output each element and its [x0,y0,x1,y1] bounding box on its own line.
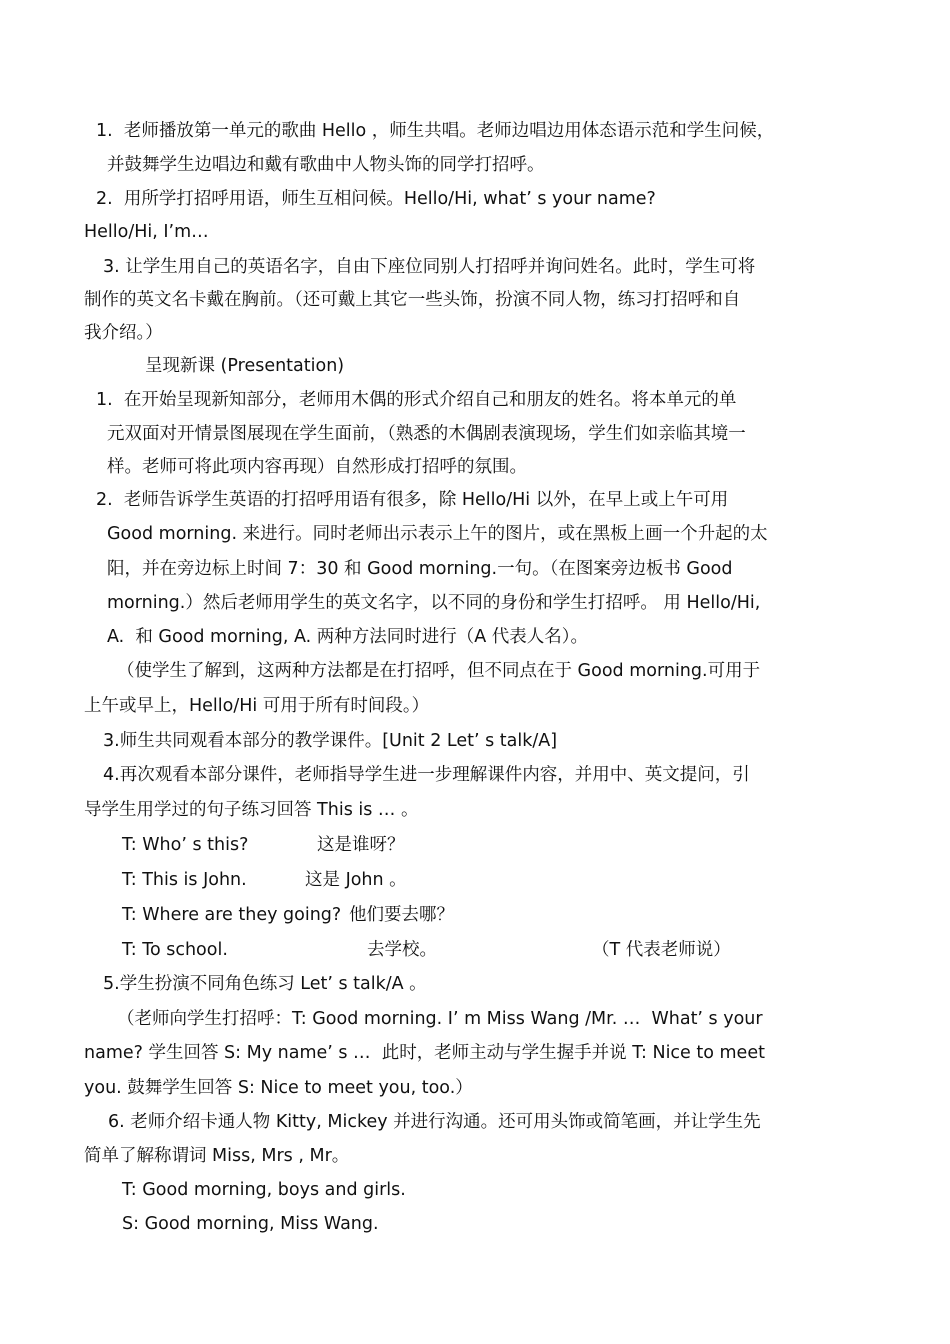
warmup-step-3-line-2: 制作的英文名卡戴在胸前。（还可戴上其它一些头饰，扮演不同人物，练习打招呼和自 [84,290,741,310]
presentation-step-2-line-2: Good morning. 来进行。同时老师出示表示上午的图片，或在黑板上画一个升起的太 [107,524,768,544]
dialogue-3-english: T: Where are they going? [122,905,342,925]
presentation-step-1-line-1: 1. 在开始呈现新知部分，老师用木偶的形式介绍自己和朋友的姓名。将本单元的单 [96,390,737,410]
presentation-step-1-line-3: 样。老师可将此项内容再现）自然形成打招呼的氛围。 [107,457,527,477]
greeting-students: S: Good morning, Miss Wang. [122,1214,379,1234]
dialogue-2-chinese: 这是 John 。 [305,870,407,890]
warmup-step-2-line-2: Hello/Hi, I’m… [84,222,209,242]
presentation-step-4-line-2: 导学生用学过的句子练习回答 This is … 。 [84,800,419,820]
presentation-step-2-line-4: morning.）然后老师用学生的英文名字，以不同的身份和学生打招呼。 用 Hello/Hi, [107,593,761,613]
presentation-step-2-line-1: 2. 老师告诉学生英语的打招呼用语有很多，除 Hello/Hi 以外，在早上或上午可用 [96,490,729,510]
step-5-note-line-1: （老师向学生打招呼：T: Good morning. I’ m Miss Wang /Mr. … What’ s your [117,1009,763,1029]
dialogue-4-english: T: To school. [122,940,228,960]
presentation-step-5: 5.学生扮演不同角色练习 Let’ s talk/A 。 [103,974,427,994]
step-5-note-line-3: you. 鼓舞学生回答 S: Nice to meet you, too.） [84,1078,473,1098]
warmup-step-2-line-1: 2. 用所学打招呼用语，师生互相问候。Hello/Hi, what’ s your name? [96,189,656,209]
warmup-step-3-line-3: 我介绍。） [84,323,163,343]
dialogue-1-chinese: 这是谁呀？ [317,835,405,855]
presentation-note-line-2: 上午或早上，Hello/Hi 可用于所有时间段。） [84,696,430,716]
presentation-note-line-1: （使学生了解到，这两种方法都是在打招呼，但不同点在于 Good morning.可用于 [117,661,761,681]
presentation-step-6-line-1: 6. 老师介绍卡通人物 Kitty, Mickey 并进行沟通。还可用头饰或简笔画，并让学生先 [108,1112,761,1132]
presentation-step-1-line-2: 元双面对开情景图展现在学生面前，（熟悉的木偶剧表演现场，学生们如亲临其境一 [107,424,746,444]
presentation-step-6-line-2: 简单了解称谓词 Miss, Mrs , Mr。 [84,1146,350,1166]
presentation-step-3: 3.师生共同观看本部分的教学课件。[Unit 2 Let’ s talk/A] [103,731,558,751]
section-heading-presentation: 呈现新课 (Presentation) [145,356,345,376]
dialogue-note: （T 代表老师说） [592,940,731,960]
dialogue-2-english: T: This is John. [122,870,247,890]
presentation-step-4-line-1: 4.再次观看本部分课件，老师指导学生进一步理解课件内容，并用中、英文提问，引 [103,765,750,785]
presentation-step-2-line-3: 阳，并在旁边标上时间 7：30 和 Good morning.一句。（在图案旁边板书 Good [107,559,733,579]
warmup-step-1-line-2: 并鼓舞学生边唱边和戴有歌曲中人物头饰的同学打招呼。 [107,155,545,175]
step-5-note-line-2: name? 学生回答 S: My name’ s … 此时，老师主动与学生握手并说 T: Nice to meet [84,1043,765,1063]
presentation-step-2-line-5: A. 和 Good morning, A. 两种方法同时进行（A 代表人名）。 [107,627,589,647]
dialogue-3-chinese: 他们要去哪？ [349,905,454,925]
greeting-teacher: T: Good morning, boys and girls. [122,1180,406,1200]
warmup-step-1-line-1: 1. 老师播放第一单元的歌曲 Hello ，师生共唱。老师边唱边用体态语示范和学生问候， [96,121,775,141]
warmup-step-3-line-1: 3. 让学生用自己的英语名字，自由下座位同别人打招呼并询问姓名。此时，学生可将 [103,257,756,277]
dialogue-1-english: T: Who’ s this? [122,835,249,855]
dialogue-4-chinese: 去学校。 [367,940,437,960]
